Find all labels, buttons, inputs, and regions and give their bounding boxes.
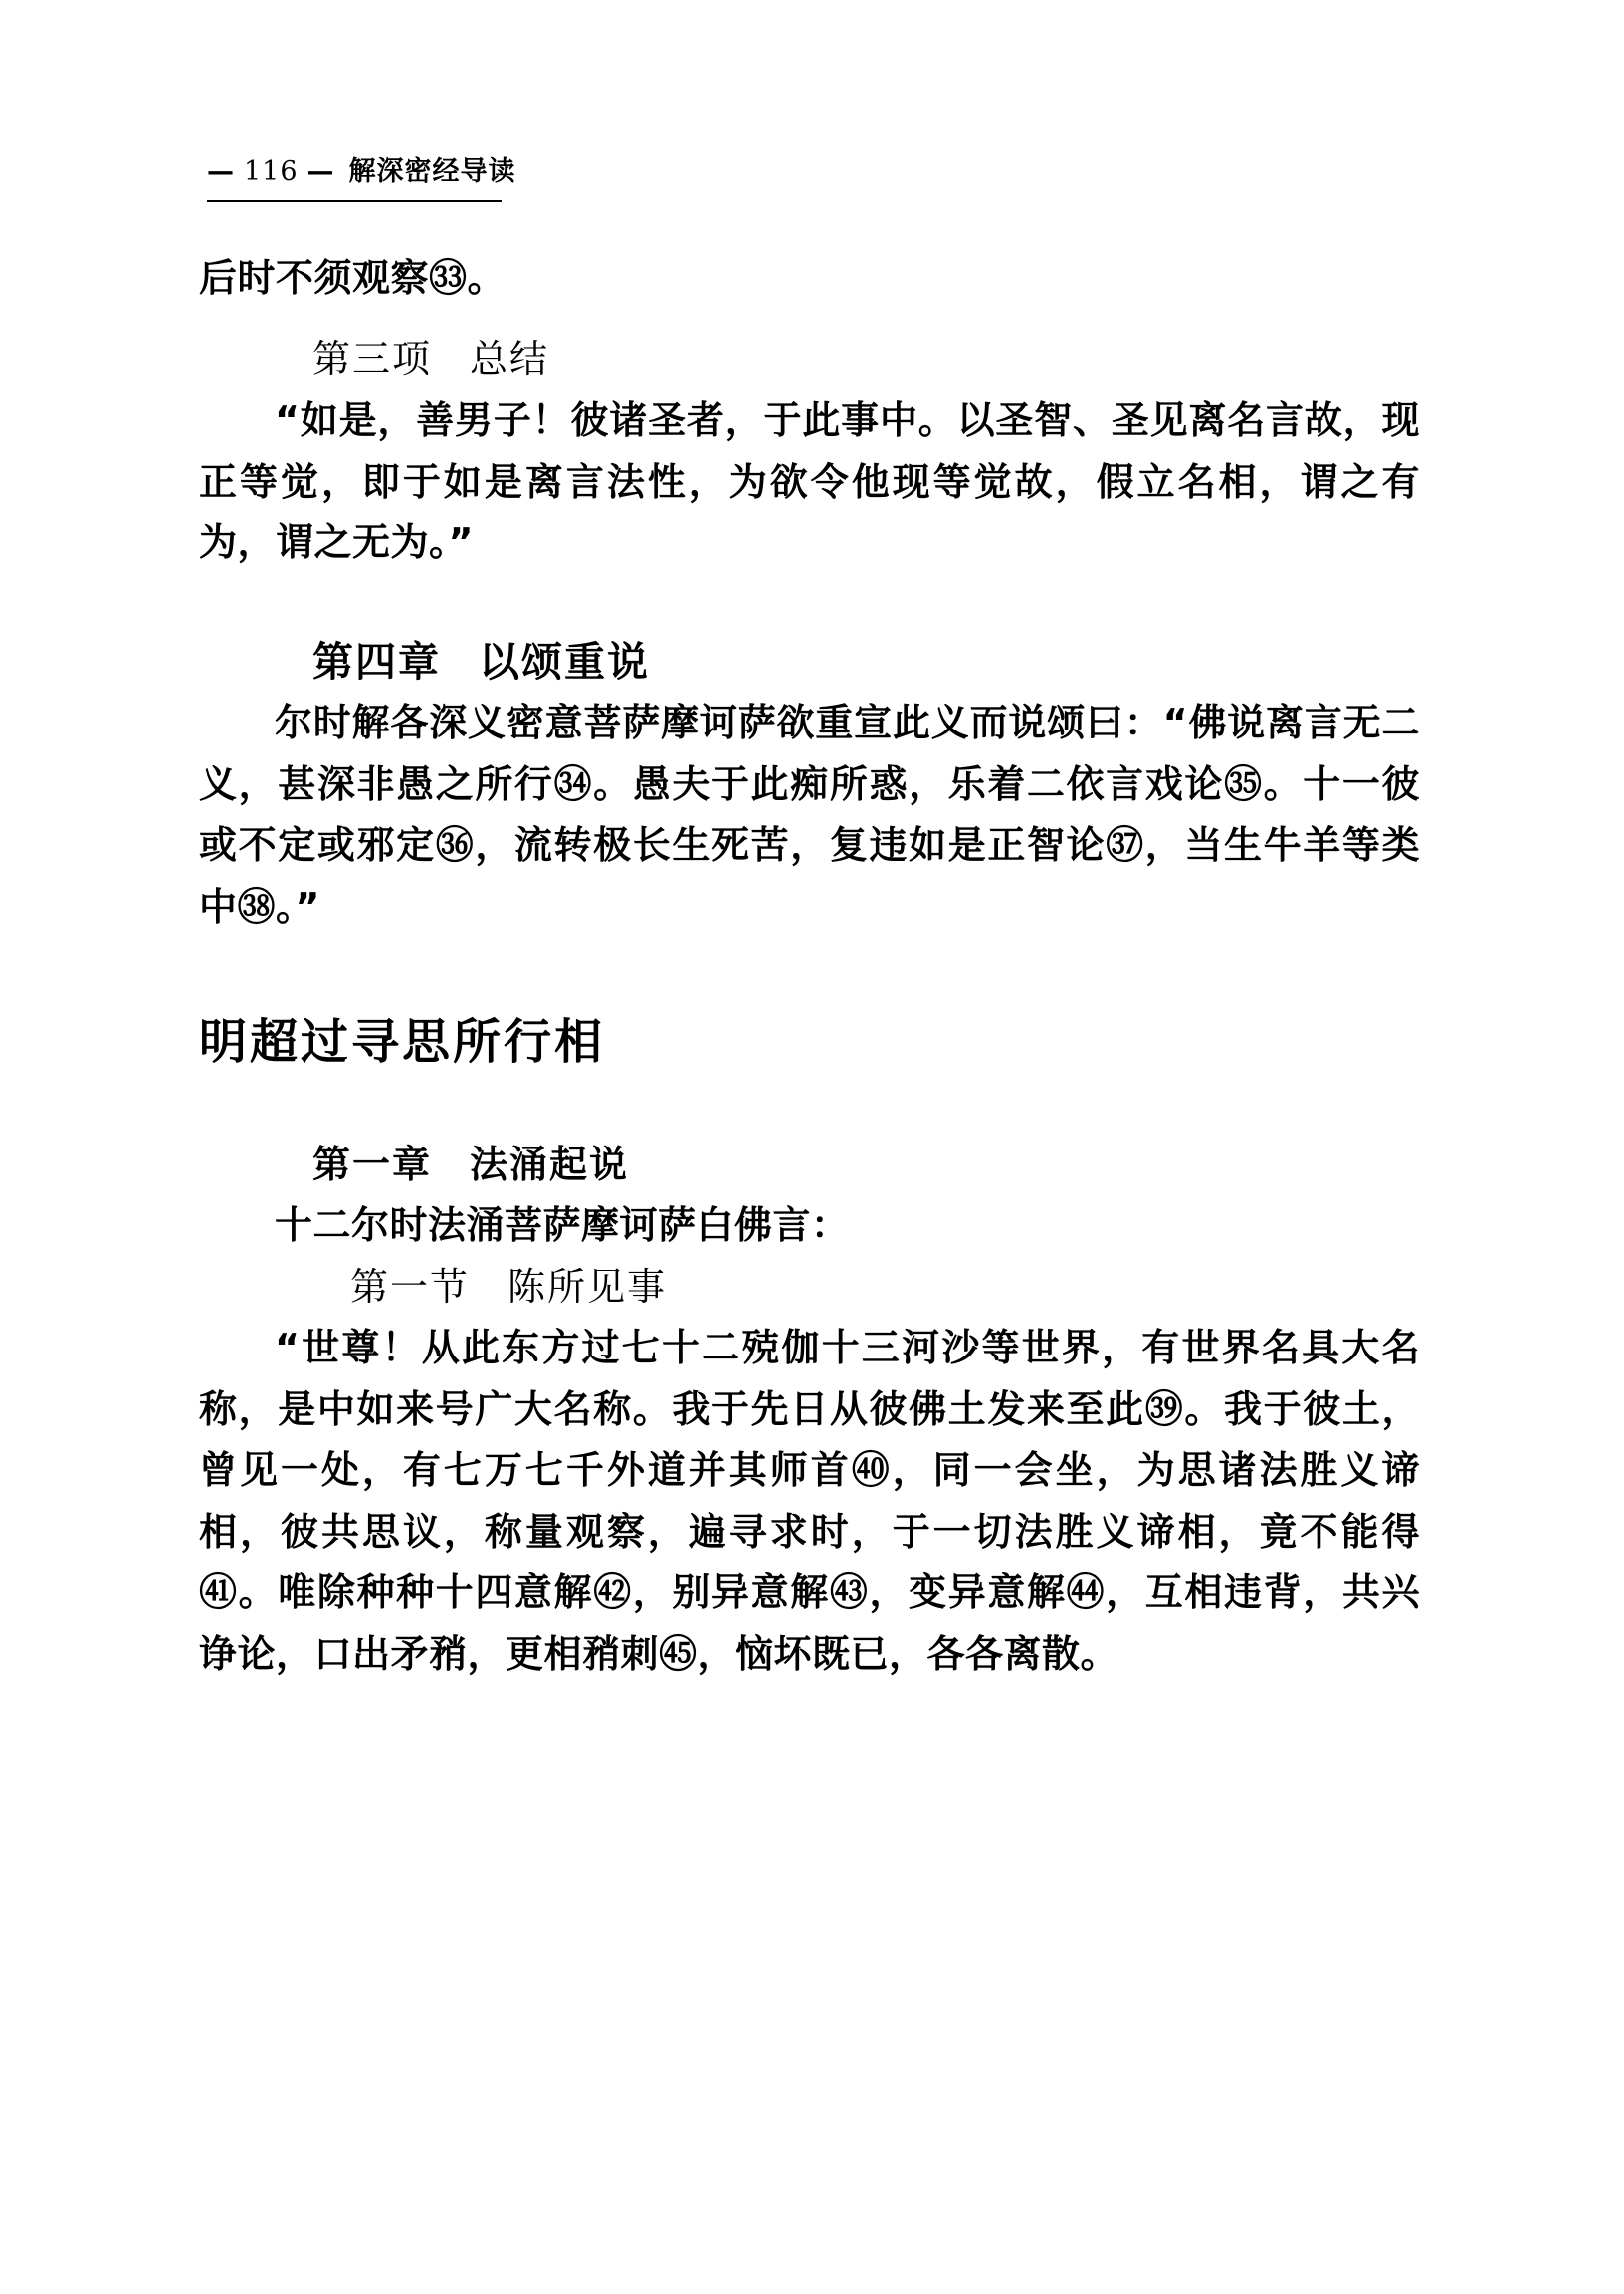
paragraph-verse: 尔时解各深义密意菩萨摩诃萨欲重宣此义而说颂曰：“佛说离言无二义，甚深非愚之所行㉞。愚夫于此痴所惑，乐着二依言戏论㉟。十一彼或不定或邪定㊱，流转极长生死苦，复违如是正智论㊲，当生牛羊等类中㊳。”	[199, 701, 1420, 929]
header-rule	[207, 200, 502, 202]
page-title: 明超过寻思所行相	[199, 1014, 606, 1071]
page-number: 116	[244, 156, 299, 187]
section-heading-label: 第三项	[312, 336, 433, 381]
section-heading-first	[199, 1257, 1420, 1319]
section-heading-name: 总结	[470, 336, 550, 381]
chapter-heading-four	[199, 632, 1420, 694]
spacer	[199, 310, 1420, 329]
running-header	[199, 149, 1420, 188]
chapter-heading-one	[199, 1135, 1420, 1196]
paragraph-fayong: 十二尔时法涌菩萨摩诃萨白佛言：	[275, 1203, 850, 1248]
header-dash-right: —	[306, 156, 335, 187]
spacer	[199, 1077, 1420, 1135]
chapter-one-name: 法涌起说	[470, 1142, 630, 1186]
chapter-four-label: 第四章	[312, 637, 441, 686]
section-one-label: 第一节	[350, 1264, 471, 1309]
section-heading-third-item	[199, 329, 1420, 391]
chapter-one-label: 第一章	[312, 1142, 433, 1186]
section-one-name: 陈所见事	[508, 1264, 668, 1309]
spacer	[199, 938, 1420, 1009]
paragraph-long-narrative: “世尊！从此东方过七十二殑伽十三河沙等世界，有世界名具大名称，是中如来号广大名称。我于先日从彼佛土发来至此㊴。我于彼土，曾见一处，有七万七千外道并其师首㊵，同一会坐，为思诸法胜义谛相，彼共思议，称量观察，遍寻求时，于一切法胜义谛相，竟不能得㊶。唯除种种十四意解㊷，别异意解㊸，变异意解㊹，互相违背，共兴诤论，口出矛矟，更相矟刺㊺，恼坏既已，各各离散。	[199, 1326, 1420, 1676]
paragraph-top-line: 后时不须观察㉝。	[199, 256, 507, 300]
paragraph-summary: “如是，善男子！彼诸圣者，于此事中。以圣智、圣见离名言故，现正等觉，即于如是离言法性，为欲令他现等觉故，假立名相，谓之有为，谓之无为。”	[199, 398, 1420, 565]
spacer	[199, 574, 1420, 632]
chapter-four-name: 以颂重说	[479, 637, 650, 686]
book-title: 解深密经导读	[348, 156, 516, 187]
header-dash-left: —	[207, 156, 235, 187]
